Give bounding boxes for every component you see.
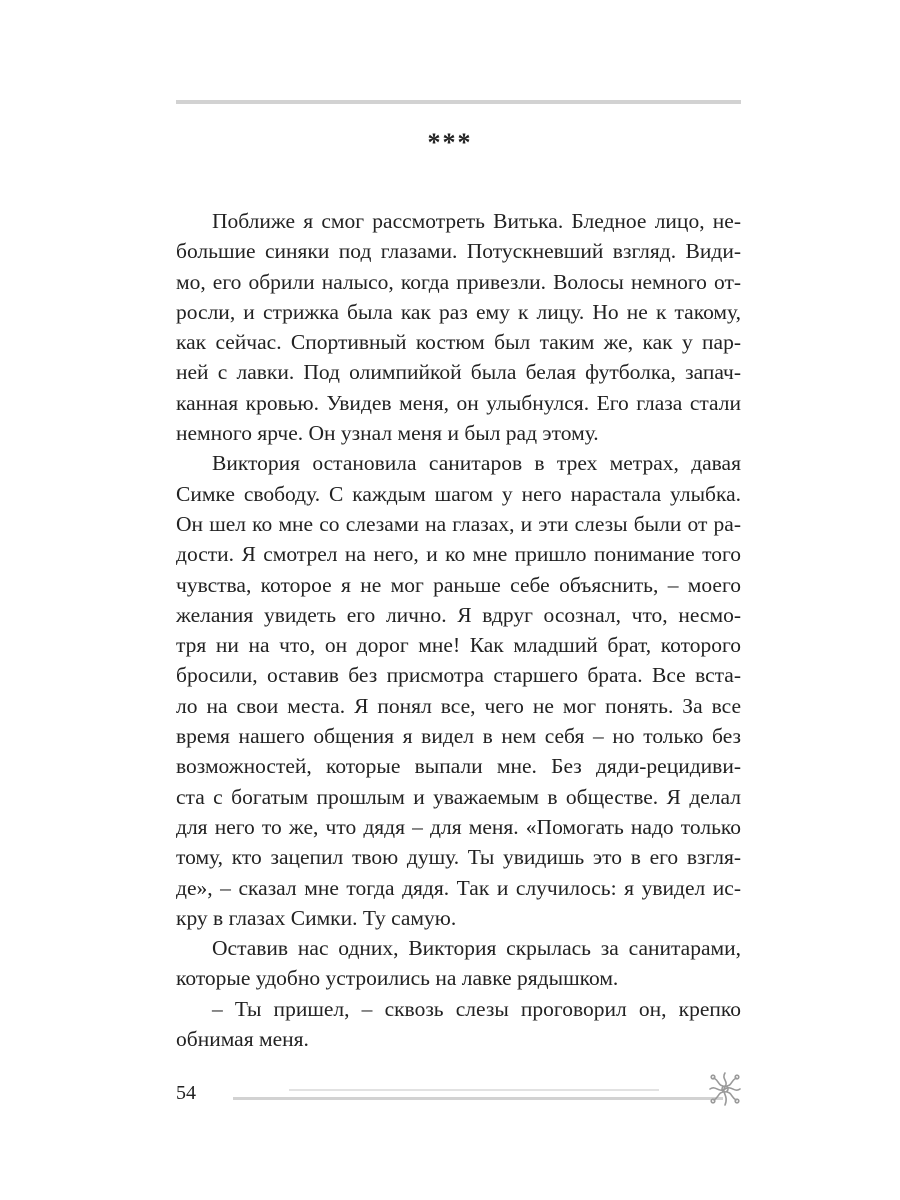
text-line: желания увидеть его лично. Я вдруг осознал, что, несмо-	[176, 602, 741, 627]
text-line: время нашего общения я видел в нем себя – но только без	[176, 724, 741, 749]
text-line: дости. Я смотрел на него, и ко мне пришло понимание того	[176, 542, 741, 567]
text-line: Поближе я смог рассмотреть Витька. Бледное лицо, не-	[212, 209, 741, 233]
text-line: обнимая меня.	[176, 1027, 309, 1052]
text-line: большие синяки под глазами. Потускневший взгляд. Види-	[176, 239, 741, 264]
text-line: канная кровью. Увидев меня, он улыбнулся. Его глаза стали	[176, 390, 741, 415]
text-line: ло на свои места. Я понял все, чего не мог понять. За все	[176, 693, 741, 718]
text-line: ней с лавки. Под олимпийкой была белая футболка, запач-	[176, 360, 741, 385]
footer-rule	[233, 1097, 723, 1100]
text-line: как сейчас. Спортивный костюм был таким же, как у пар-	[176, 330, 741, 355]
section-break: ***	[427, 128, 473, 157]
text-line: – Ты пришел, – сквозь слезы проговорил он, крепко	[212, 996, 741, 1021]
text-line: бросили, оставив без присмотра старшего брата. Все вста-	[176, 663, 741, 688]
text-line: Виктория остановила санитаров в трех метрах, давая	[212, 451, 741, 476]
header-rule	[176, 100, 741, 104]
text-line: мо, его обрили налысо, когда привезли. Волосы немного от-	[176, 269, 741, 294]
page-number: 54	[176, 1082, 196, 1104]
text-line: де», – сказал мне тогда дядя. Так и случилось: я увидел ис-	[176, 875, 741, 900]
text-line: для него то же, что дядя – для меня. «Помогать надо только	[176, 814, 741, 839]
body-text	[176, 206, 741, 1054]
text-line: тря ни на что, он дорог мне! Как младший брат, которого	[176, 633, 741, 658]
footer-rule-inner	[289, 1089, 659, 1091]
text-line: тому, кто зацепил твою душу. Ты увидишь это в его взгля-	[176, 845, 741, 870]
text-line: Симке свободу. С каждым шагом у него нарастала улыбка.	[176, 481, 741, 506]
text-line: Он шел ко мне со слезами на глазах, и эти слезы были от ра-	[176, 511, 741, 536]
text-line: кру в глазах Симки. Ту самую.	[176, 905, 457, 930]
text-line: возможностей, которые выпали мне. Без дяди-рецидиви-	[176, 754, 741, 779]
floral-ornament-icon	[704, 1068, 746, 1110]
text-line: ста с богатым прошлым и уважаемым в обществе. Я делал	[176, 784, 741, 809]
text-line: росли, и стрижка была как раз ему к лицу. Но не к такому,	[176, 299, 741, 324]
text-line: которые удобно устроились на лавке рядышком.	[176, 966, 619, 991]
text-line: Оставив нас одних, Виктория скрылась за санитарами,	[212, 936, 741, 961]
text-line: немного ярче. Он узнал меня и был рад этому.	[176, 421, 599, 446]
text-line: чувства, которое я не мог раньше себе объяснить, – моего	[176, 572, 741, 597]
